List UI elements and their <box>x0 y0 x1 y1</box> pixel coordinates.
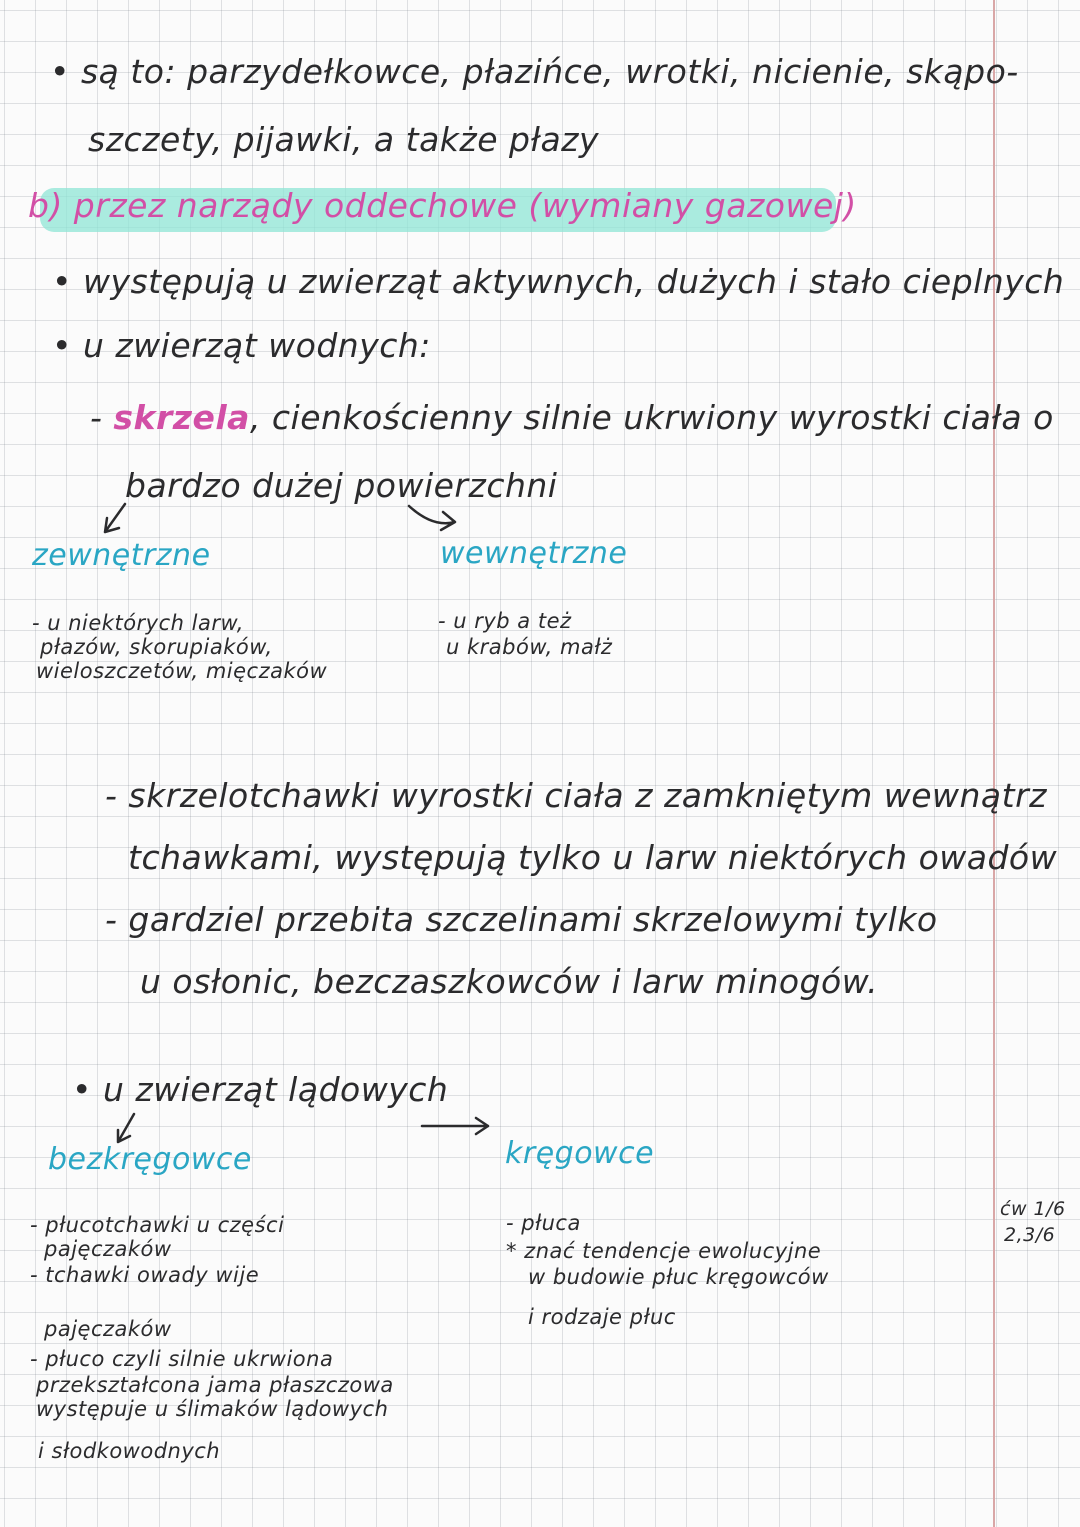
vertebrates-item-1: - płuca <box>506 1211 581 1235</box>
invertebrates-title: bezkręgowce <box>48 1142 252 1177</box>
invertebrates-item-4: pajęczaków <box>44 1317 172 1341</box>
section-heading <box>28 186 857 225</box>
internal-gills-item-2: u krabów, małż <box>446 635 613 659</box>
internal-gills-item-1: - u ryb a też <box>438 609 572 633</box>
invertebrates-item-1: - płucotchawki u części <box>30 1213 285 1237</box>
margin-note-line-2: 2,3/6 <box>1004 1224 1056 1246</box>
vertebrates-item-2: * znać tendencje ewolucyjne <box>506 1239 822 1263</box>
invertebrates-item-5: - płuco czyli silnie ukrwiona <box>30 1347 334 1371</box>
land-heading: • u zwierząt lądowych <box>72 1070 449 1109</box>
invertebrates-item-3: - tchawki owady wije <box>30 1263 260 1287</box>
external-gills-title: zewnętrzne <box>32 538 211 573</box>
invertebrates-item-2: pajęczaków <box>44 1237 172 1261</box>
text-line-7: bardzo dużej powierzchni <box>125 466 558 505</box>
external-gills-item-2: płazów, skorupiaków, <box>40 635 273 659</box>
text-line-4: • występują u zwierząt aktywnych, dużych i stało cieplnych <box>52 262 1065 301</box>
skrzela-dash: - <box>90 398 114 437</box>
text-line-1: • są to: parzydełkowce, płazińce, wrotki, nicienie, skąpo- <box>50 52 1019 91</box>
invertebrates-item-8: i słodkowodnych <box>38 1439 221 1463</box>
invertebrates-item-6: przekształcona jama płaszczowa <box>36 1373 394 1397</box>
arrow-right-icon <box>405 498 465 538</box>
external-gills-item-3: wieloszczetów, mięczaków <box>36 659 328 683</box>
skrzela-line <box>90 398 1054 437</box>
skrzela-rest: , cienkościenny silnie ukrwiony wyrostki ciała o <box>249 398 1054 437</box>
text-more-3: - gardziel przebita szczelinami skrzelowymi tylko <box>105 900 938 939</box>
heading-suffix: (wymiany gazowej) <box>517 186 857 225</box>
text-line-2: szczety, pijawki, a także płazy <box>88 120 600 159</box>
internal-gills-title: wewnętrzne <box>440 536 628 571</box>
heading-main: narządy oddechowe <box>176 186 518 225</box>
arrow-right-icon <box>418 1112 498 1142</box>
notebook-margin-line <box>993 0 995 1527</box>
margin-note-line-1: ćw 1/6 <box>1000 1198 1066 1220</box>
invertebrates-item-7: występuje u ślimaków lądowych <box>36 1397 389 1421</box>
vertebrates-item-3: w budowie płuc kręgowców <box>528 1265 829 1289</box>
vertebrates-title: kręgowce <box>505 1136 655 1171</box>
heading-prefix: b) przez <box>28 186 177 225</box>
external-gills-item-1: - u niektórych larw, <box>32 611 244 635</box>
text-more-1: - skrzelotchawki wyrostki ciała z zamkniętym wewnątrz <box>105 776 1047 815</box>
skrzela-keyword: skrzela <box>113 398 250 437</box>
text-more-4: u osłonic, bezczaszkowców i larw minogów. <box>140 962 879 1001</box>
text-line-5: • u zwierząt wodnych: <box>52 326 431 365</box>
text-more-2: tchawkami, występują tylko u larw niektórych owadów <box>128 838 1058 877</box>
arrow-left-icon <box>95 500 135 540</box>
vertebrates-item-4: i rodzaje płuc <box>528 1305 676 1329</box>
